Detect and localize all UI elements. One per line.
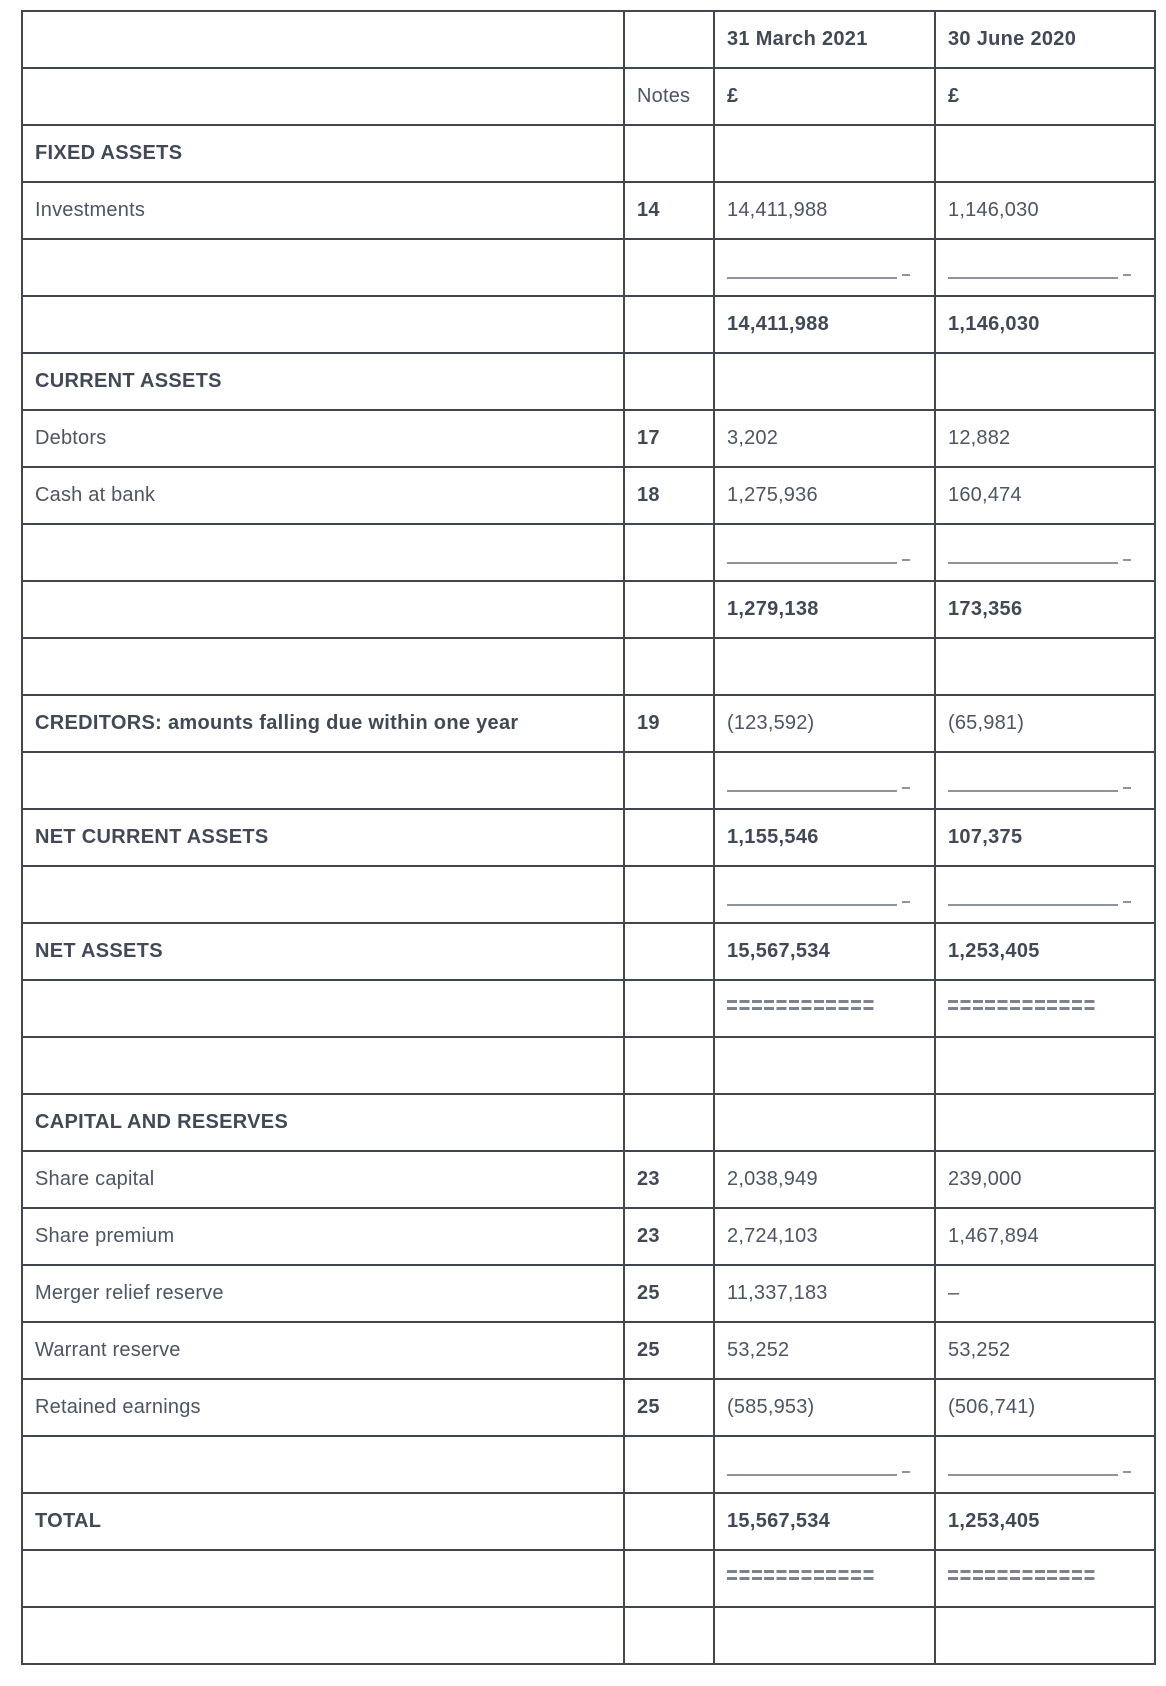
value-2021-cell [714, 239, 935, 296]
row-label-cell: Cash at bank [22, 467, 624, 524]
rule-tick [1123, 1471, 1131, 1473]
row-label-cell [22, 980, 624, 1037]
row-label-cell: Retained earnings [22, 1379, 624, 1436]
single-underline-rule [948, 898, 1142, 906]
row-label-cell [22, 1550, 624, 1607]
row-spacer [22, 1607, 1155, 1664]
row-label-cell [22, 239, 624, 296]
value-2021-cell [714, 980, 935, 1037]
value-2020-cell: £ [935, 68, 1155, 125]
row-total [22, 923, 1155, 980]
row-label-cell: NET ASSETS [22, 923, 624, 980]
rule-line [727, 562, 897, 564]
row-header-currency [22, 68, 1155, 125]
note-cell [624, 1436, 714, 1493]
value-2021-cell: 2,724,103 [714, 1208, 935, 1265]
row-subtotal [22, 296, 1155, 353]
row-label-cell: Warrant reserve [22, 1322, 624, 1379]
value-2020-cell [935, 353, 1155, 410]
balance-sheet-body [22, 11, 1155, 1664]
value-2020-cell: 107,375 [935, 809, 1155, 866]
value-2020-cell [935, 239, 1155, 296]
value-2021-cell: (123,592) [714, 695, 935, 752]
value-2021-cell [714, 1037, 935, 1094]
row-section [22, 353, 1155, 410]
note-cell [624, 809, 714, 866]
note-cell: 23 [624, 1208, 714, 1265]
value-2020-cell: – [935, 1265, 1155, 1322]
value-2020-cell: 1,467,894 [935, 1208, 1155, 1265]
note-cell: 25 [624, 1322, 714, 1379]
note-cell [624, 1037, 714, 1094]
row-label-cell: FIXED ASSETS [22, 125, 624, 182]
row-total [22, 809, 1155, 866]
rule-line [727, 277, 897, 279]
row-label-cell: Investments [22, 182, 624, 239]
note-cell [624, 296, 714, 353]
rule-line [948, 562, 1118, 564]
single-underline-rule [948, 271, 1142, 279]
note-cell: 19 [624, 695, 714, 752]
value-2020-cell [935, 638, 1155, 695]
value-2020-cell: 12,882 [935, 410, 1155, 467]
value-2020-cell: 30 June 2020 [935, 11, 1155, 68]
note-cell [624, 1094, 714, 1151]
value-2020-cell [935, 1550, 1155, 1607]
row-label-cell [22, 296, 624, 353]
row-rule [22, 1550, 1155, 1607]
value-2021-cell [714, 1094, 935, 1151]
value-2021-cell [714, 125, 935, 182]
value-2021-cell [714, 1436, 935, 1493]
rule-line [727, 904, 897, 906]
row-label-cell: Share capital [22, 1151, 624, 1208]
note-cell [624, 125, 714, 182]
row-rule [22, 524, 1155, 581]
value-2020-cell: 1,146,030 [935, 296, 1155, 353]
rule-tick [902, 901, 910, 903]
single-underline-rule [727, 784, 922, 792]
value-2021-cell: 14,411,988 [714, 182, 935, 239]
value-2020-cell [935, 1094, 1155, 1151]
row-item [22, 1208, 1155, 1265]
row-header-dates [22, 11, 1155, 68]
note-cell: 18 [624, 467, 714, 524]
row-label-cell: TOTAL [22, 1493, 624, 1550]
row-rule [22, 1436, 1155, 1493]
row-label-cell [22, 752, 624, 809]
rule-tick [1123, 901, 1131, 903]
note-cell [624, 11, 714, 68]
value-2020-cell: 1,146,030 [935, 182, 1155, 239]
single-underline-rule [727, 1468, 922, 1476]
value-2020-cell: 173,356 [935, 581, 1155, 638]
note-cell [624, 638, 714, 695]
rule-tick [902, 274, 910, 276]
row-item [22, 467, 1155, 524]
row-item [22, 1322, 1155, 1379]
single-underline-rule [727, 271, 922, 279]
note-cell: 17 [624, 410, 714, 467]
row-spacer [22, 638, 1155, 695]
value-2021-cell: (585,953) [714, 1379, 935, 1436]
value-2021-cell: 15,567,534 [714, 923, 935, 980]
row-spacer [22, 1037, 1155, 1094]
value-2021-cell: 3,202 [714, 410, 935, 467]
value-2020-cell [935, 125, 1155, 182]
row-label-cell [22, 11, 624, 68]
double-underline-rule [948, 1570, 1096, 1580]
value-2021-cell: 1,155,546 [714, 809, 935, 866]
row-label-cell [22, 581, 624, 638]
note-cell: 23 [624, 1151, 714, 1208]
row-item [22, 1151, 1155, 1208]
single-underline-rule [948, 556, 1142, 564]
row-label-cell: CREDITORS: amounts falling due within one year [22, 695, 624, 752]
value-2021-cell [714, 638, 935, 695]
note-cell: 25 [624, 1265, 714, 1322]
row-rule [22, 866, 1155, 923]
value-2021-cell [714, 1550, 935, 1607]
single-underline-rule [948, 1468, 1142, 1476]
single-underline-rule [727, 556, 922, 564]
value-2020-cell [935, 752, 1155, 809]
note-cell: Notes [624, 68, 714, 125]
note-cell [624, 1493, 714, 1550]
note-cell [624, 353, 714, 410]
value-2021-cell [714, 353, 935, 410]
double-underline-rule [727, 1000, 875, 1010]
row-label-cell [22, 638, 624, 695]
value-2020-cell [935, 980, 1155, 1037]
note-cell [624, 980, 714, 1037]
value-2020-cell: 53,252 [935, 1322, 1155, 1379]
rule-line [948, 1474, 1118, 1476]
value-2020-cell [935, 866, 1155, 923]
double-underline-rule [727, 1570, 875, 1580]
rule-tick [902, 559, 910, 561]
row-item [22, 695, 1155, 752]
value-2020-cell: (65,981) [935, 695, 1155, 752]
row-item [22, 1265, 1155, 1322]
row-rule [22, 752, 1155, 809]
rule-tick [1123, 787, 1131, 789]
rule-tick [902, 787, 910, 789]
rule-line [727, 1474, 897, 1476]
value-2020-cell: (506,741) [935, 1379, 1155, 1436]
value-2021-cell: 53,252 [714, 1322, 935, 1379]
rule-line [948, 790, 1118, 792]
rule-line [948, 277, 1118, 279]
value-2020-cell: 1,253,405 [935, 1493, 1155, 1550]
row-rule [22, 980, 1155, 1037]
value-2021-cell: 2,038,949 [714, 1151, 935, 1208]
note-cell [624, 1607, 714, 1664]
row-label-cell: NET CURRENT ASSETS [22, 809, 624, 866]
value-2020-cell [935, 1436, 1155, 1493]
note-cell [624, 581, 714, 638]
row-item [22, 182, 1155, 239]
value-2020-cell [935, 1607, 1155, 1664]
row-item [22, 1379, 1155, 1436]
value-2021-cell [714, 752, 935, 809]
value-2021-cell: £ [714, 68, 935, 125]
value-2021-cell: 14,411,988 [714, 296, 935, 353]
note-cell: 14 [624, 182, 714, 239]
value-2021-cell: 1,279,138 [714, 581, 935, 638]
value-2021-cell [714, 524, 935, 581]
row-label-cell: Merger relief reserve [22, 1265, 624, 1322]
row-label-cell: Debtors [22, 410, 624, 467]
note-cell [624, 239, 714, 296]
value-2020-cell [935, 524, 1155, 581]
note-cell [624, 866, 714, 923]
value-2020-cell: 1,253,405 [935, 923, 1155, 980]
row-total [22, 1493, 1155, 1550]
value-2021-cell: 15,567,534 [714, 1493, 935, 1550]
rule-line [727, 790, 897, 792]
value-2021-cell: 31 March 2021 [714, 11, 935, 68]
row-section [22, 125, 1155, 182]
value-2020-cell: 239,000 [935, 1151, 1155, 1208]
row-label-cell: Share premium [22, 1208, 624, 1265]
row-label-cell [22, 1436, 624, 1493]
rule-line [948, 904, 1118, 906]
row-label-cell [22, 1037, 624, 1094]
document-page [21, 10, 1154, 1665]
single-underline-rule [727, 898, 922, 906]
value-2020-cell: 160,474 [935, 467, 1155, 524]
row-subtotal [22, 581, 1155, 638]
row-label-cell [22, 1607, 624, 1664]
row-label-cell: CURRENT ASSETS [22, 353, 624, 410]
note-cell: 25 [624, 1379, 714, 1436]
balance-sheet-table [21, 10, 1156, 1665]
note-cell [624, 524, 714, 581]
row-label-cell: CAPITAL AND RESERVES [22, 1094, 624, 1151]
value-2021-cell: 1,275,936 [714, 467, 935, 524]
value-2021-cell: 11,337,183 [714, 1265, 935, 1322]
rule-tick [1123, 559, 1131, 561]
note-cell [624, 1550, 714, 1607]
single-underline-rule [948, 784, 1142, 792]
note-cell [624, 752, 714, 809]
row-item [22, 410, 1155, 467]
value-2020-cell [935, 1037, 1155, 1094]
row-label-cell [22, 524, 624, 581]
row-label-cell [22, 68, 624, 125]
row-rule [22, 239, 1155, 296]
note-cell [624, 923, 714, 980]
rule-tick [1123, 274, 1131, 276]
value-2021-cell [714, 866, 935, 923]
rule-tick [902, 1471, 910, 1473]
double-underline-rule [948, 1000, 1096, 1010]
row-section [22, 1094, 1155, 1151]
value-2021-cell [714, 1607, 935, 1664]
row-label-cell [22, 866, 624, 923]
